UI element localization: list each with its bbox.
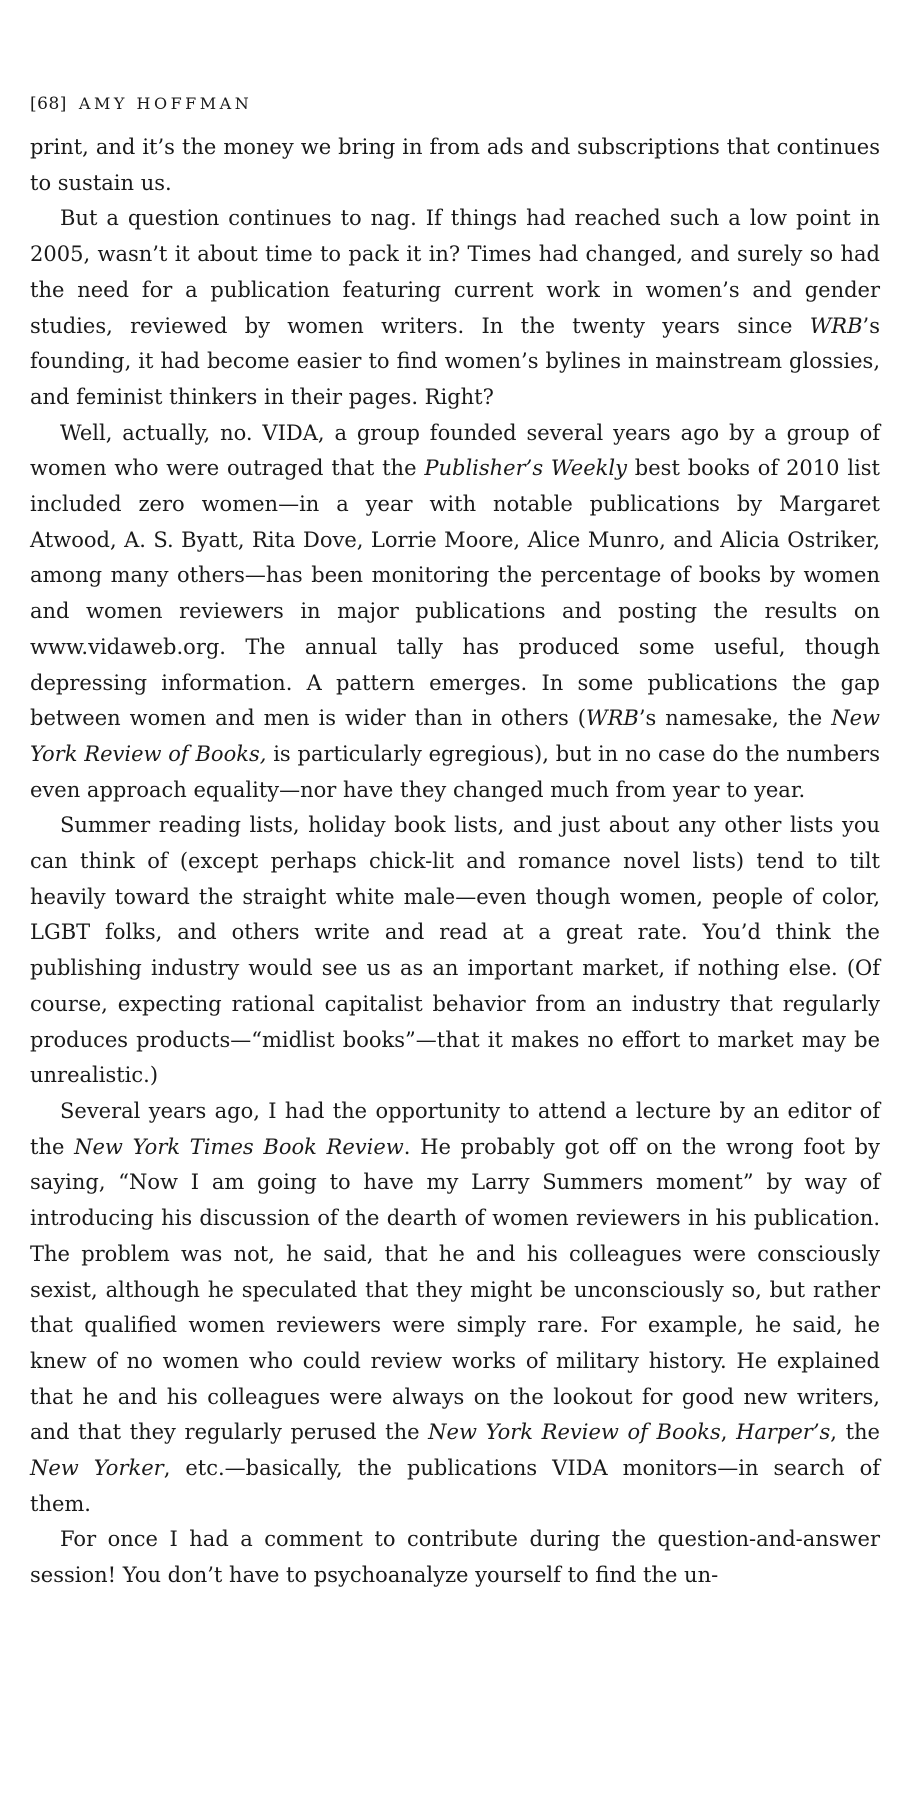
book-page: [30, 92, 880, 1594]
text-run: Several years ago, I had the opportunity to attend a lecture by an editor of the: [30, 1098, 880, 1159]
paragraph: [30, 1094, 880, 1522]
paragraph: [30, 130, 880, 201]
text-run: best books of 2010 list included zero women—in a year with notable publications by Margaret Atwood, A. S. Byatt, Rita Dove, Lorrie Moore, Alice Munro, and Alicia Ostriker, among many others—has been monitoring the percentage of books by women and women reviewers in major publications and posting the results on www.vidaweb.org. The annual tally has produced some useful, though depressing information. A pattern emerges. In some publications the gap between women and men is wider than in others (: [30, 456, 880, 731]
running-head-author: AMY HOFFMAN: [78, 94, 253, 113]
italic-title: WRB: [809, 313, 863, 338]
text-run: , etc.—basically, the publications VIDA monitors—in search of them.: [30, 1456, 880, 1516]
text-run: ,: [720, 1420, 737, 1445]
italic-title: WRB: [586, 706, 639, 731]
text-run: But a question continues to nag. If things had reached such a low point in 2005, wasn’t it about time to pack it in? Times had changed, and surely so had the need for a publication featuring current work in women’s and gender studies, reviewed by women writers. In the twenty years since: [30, 206, 880, 338]
page-number: [68]: [30, 94, 67, 114]
text-run: For once I had a comment to contribute during the question-and-answer session! You don’t have to psychoanalyze yourself to find the un-: [30, 1527, 880, 1588]
text-run: ’s founding, it had become easier to find women’s bylines in mainstream glossies, and feminist thinkers in their pages. Right?: [30, 313, 880, 409]
text-run: is particularly egregious), but in no case do the numbers even approach equality—nor have they changed much from year to year.: [30, 741, 880, 802]
paragraph: [30, 201, 880, 415]
body-text: [30, 130, 880, 1594]
italic-title: New York Review of Books,: [30, 706, 880, 766]
text-run: Well, actually, no. VIDA, a group founded several years ago by a group of women who were outraged that the: [30, 420, 880, 481]
paragraph: [30, 416, 880, 809]
italic-title: Harper’s: [736, 1420, 831, 1445]
italic-title: New Yorker: [30, 1456, 164, 1481]
text-run: . He probably got off on the wrong foot by saying, “Now I am going to have my Larry Summers moment” by way of introducing his discussion of the dearth of women reviewers in his publication. The problem was not, he said, that he and his colleagues were consciously sexist, although he speculated that they might be unconsciously so, but rather that qualified women reviewers were simply rare. For example, he said, he knew of no women who could review works of military history. He explained that he and his colleagues were always on the lookout for good new writers, and that they regularly perused the: [30, 1134, 880, 1445]
italic-title: Publisher’s Weekly: [424, 456, 627, 481]
italic-title: New York Times Book Review: [74, 1134, 404, 1159]
text-run: , the: [830, 1420, 880, 1445]
paragraph: [30, 1522, 880, 1593]
text-run: Summer reading lists, holiday book lists, and just about any other lists you can think of (except perhaps chick-lit and romance novel lists) tend to tilt heavily toward the straight white male—even though women, people of color, LGBT folks, and others write and read at a great rate. You’d think the publishing industry would see us as an important market, if nothing else. (Of course, expecting rational capitalist behavior from an industry that regularly produces products—“midlist books”—that it makes no effort to market may be unrealistic.): [30, 813, 880, 1088]
running-head: [30, 92, 880, 116]
paragraph: [30, 808, 880, 1094]
text-run: print, and it’s the money we bring in from ads and subscriptions that continues to sustain us.: [30, 135, 880, 195]
italic-title: New York Review of Books: [428, 1420, 721, 1445]
text-run: ’s namesake, the: [638, 706, 832, 731]
